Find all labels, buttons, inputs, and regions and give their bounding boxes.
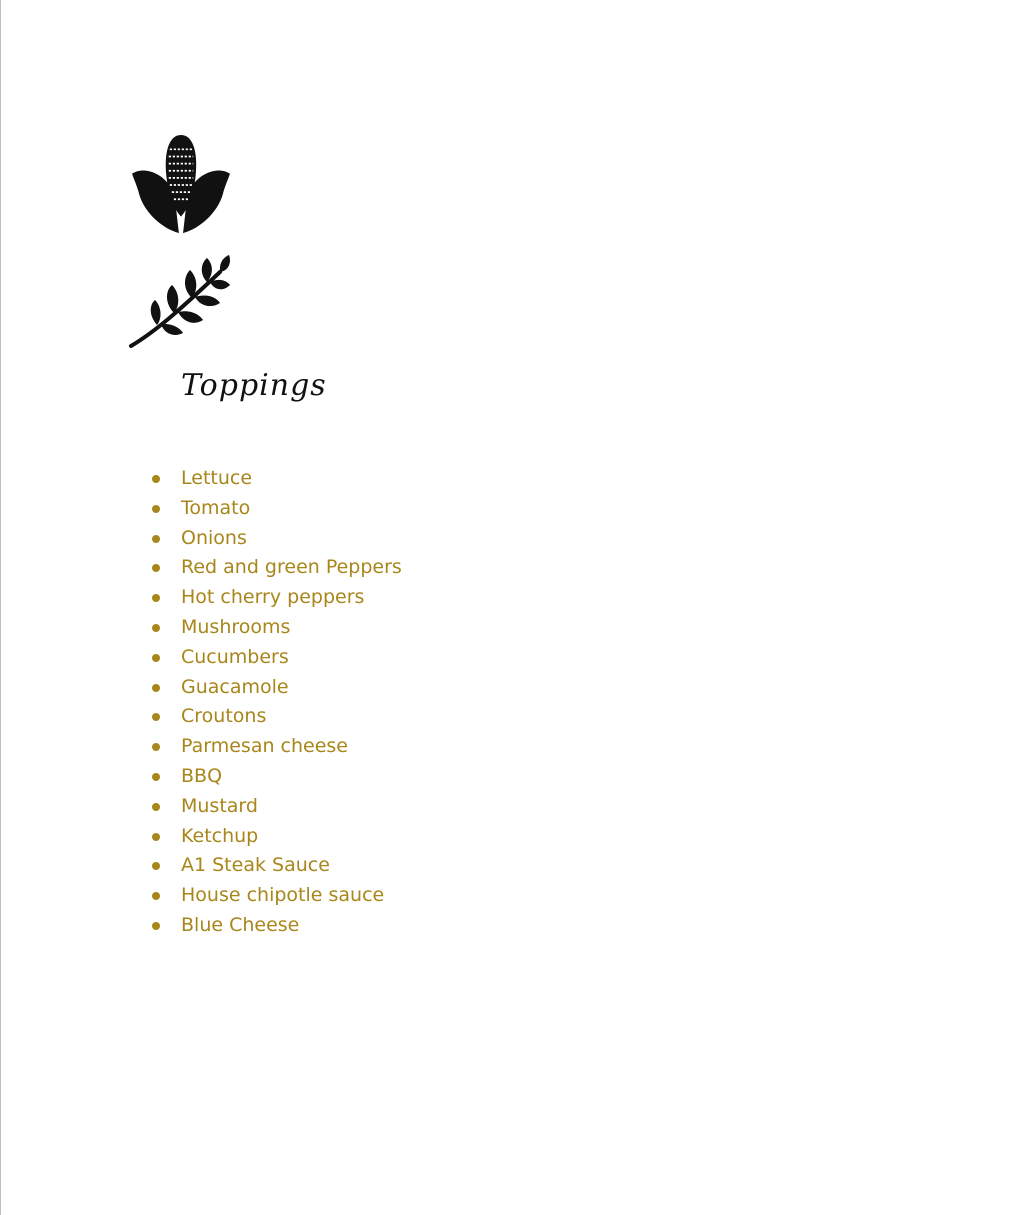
list-item	[150, 762, 402, 792]
list-item	[150, 583, 402, 613]
bullet-icon	[152, 564, 160, 572]
list-item	[150, 822, 402, 852]
bullet-icon	[152, 833, 160, 841]
bullet-icon	[152, 713, 160, 721]
list-item-text: Guacamole	[181, 675, 289, 698]
list-item	[150, 673, 402, 703]
list-item-text: Croutons	[181, 705, 267, 728]
list-item-text: Mustard	[181, 794, 258, 817]
toppings-list	[150, 464, 402, 941]
page-left-border	[0, 0, 1, 1215]
list-item-text: BBQ	[181, 764, 223, 787]
bullet-icon	[152, 773, 160, 781]
list-item-text: Red and green Peppers	[181, 556, 402, 579]
list-item-text: Ketchup	[181, 824, 259, 847]
list-item	[150, 613, 402, 643]
list-item	[150, 464, 402, 494]
list-item-text: Blue Cheese	[181, 913, 300, 936]
list-item	[150, 494, 402, 524]
list-item-text: A1 Steak Sauce	[181, 854, 330, 877]
bullet-icon	[152, 684, 160, 692]
list-item	[150, 911, 402, 941]
corn-icon	[130, 133, 232, 235]
bullet-icon	[152, 535, 160, 543]
list-item	[150, 732, 402, 762]
list-item	[150, 851, 402, 881]
list-item	[150, 881, 402, 911]
list-item-text: Cucumbers	[181, 645, 289, 668]
list-item-text: Tomato	[181, 496, 251, 519]
list-item	[150, 792, 402, 822]
list-item	[150, 524, 402, 554]
bullet-icon	[152, 892, 160, 900]
bullet-icon	[152, 594, 160, 602]
list-item	[150, 702, 402, 732]
list-item	[150, 553, 402, 583]
bullet-icon	[152, 475, 160, 483]
bullet-icon	[152, 922, 160, 930]
list-item-text: Mushrooms	[181, 615, 291, 638]
list-item-text: Parmesan cheese	[181, 735, 349, 758]
toppings-title: Toppings	[181, 368, 327, 403]
leaf-icon	[128, 254, 232, 350]
bullet-icon	[152, 654, 160, 662]
bullet-icon	[152, 743, 160, 751]
bullet-icon	[152, 624, 160, 632]
bullet-icon	[152, 803, 160, 811]
bullet-icon	[152, 505, 160, 513]
list-item-text: Lettuce	[181, 467, 253, 489]
list-item-text: House chipotle sauce	[181, 884, 385, 907]
list-item	[150, 643, 402, 673]
bullet-icon	[152, 862, 160, 870]
list-item-text: Onions	[181, 526, 247, 549]
list-item-text: Hot cherry peppers	[181, 586, 365, 609]
